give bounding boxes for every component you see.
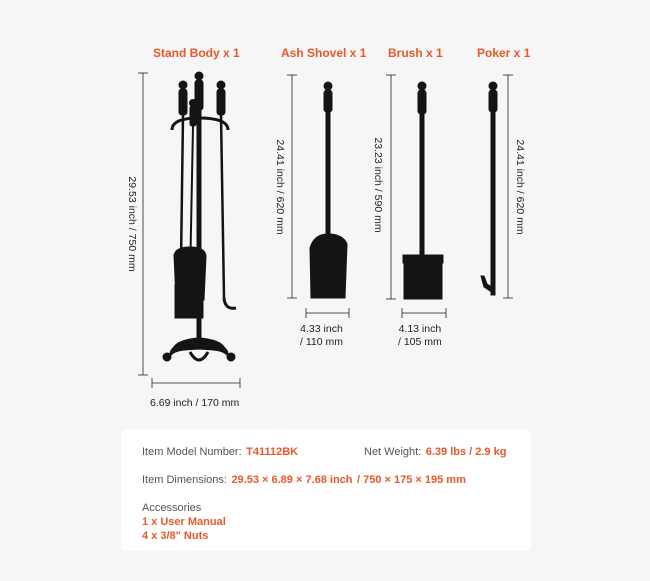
item-dimensions-value-mm: / 750 × 175 × 195 mm [356,474,466,486]
shovel-width-label [300,323,343,349]
brush-width-line1: 4.13 inch [398,323,442,335]
brush-title: Brush x 1 [388,46,443,60]
net-weight-row [364,442,506,460]
brush-width-label [398,323,442,349]
accessory-nuts: 4 x 3/8" Nuts [142,530,209,542]
model-number-label: Item Model Number: [142,446,242,458]
poker-title: Poker x 1 [477,46,531,60]
accessories-label: Accessories [142,502,202,514]
model-number-row [142,442,298,460]
brush-height-label: 23.23 inch / 590 mm [372,137,384,233]
shovel-width-line2: / 110 mm [300,336,343,348]
poker-height-label: 24.41 inch / 620 mm [514,139,526,235]
brush-width-line2: / 105 mm [398,336,442,348]
model-number-value: T41112BK [246,446,299,458]
item-dimensions-label: Item Dimensions: [142,474,227,486]
shovel-width-line1: 4.33 inch [300,323,343,335]
stand-body-title: Stand Body x 1 [153,46,240,60]
ash-shovel-drawing [287,75,349,318]
stand-height-label: 29.53 inch / 750 mm [126,176,138,272]
shovel-height-label: 24.41 inch / 620 mm [274,139,286,235]
net-weight-value: 6.39 lbs / 2.9 kg [425,446,507,458]
poker-drawing [481,75,513,298]
item-dimensions-row [142,470,466,488]
item-dimensions-value-inch: 29.53 × 6.89 × 7.68 inch [231,474,353,486]
stand-body-drawing [138,72,240,388]
specs-card [121,429,531,551]
accessory-user-manual: 1 x User Manual [142,516,226,528]
stand-width-label: 6.69 inch / 170 mm [150,397,240,409]
ash-shovel-title: Ash Shovel x 1 [281,46,367,60]
brush-drawing [386,75,446,318]
net-weight-label: Net Weight: [364,446,422,458]
